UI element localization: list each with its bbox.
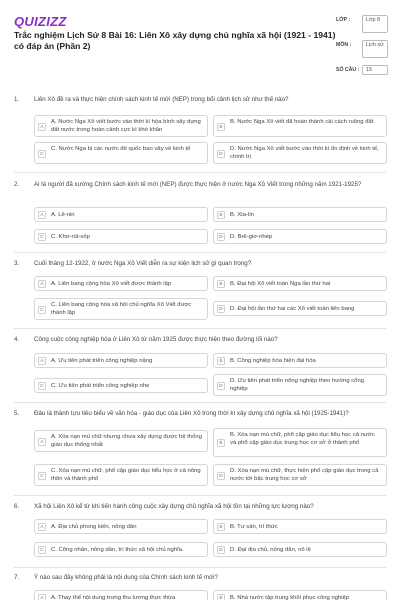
option-letter: B	[217, 123, 225, 131]
divider	[14, 328, 386, 329]
option-a[interactable]	[34, 207, 208, 222]
option-text: D. Đại địa chủ, nông dân, nô lệ	[230, 546, 311, 553]
meta-class-label: LỚP :	[336, 17, 351, 23]
divider	[14, 402, 386, 403]
option-letter: A	[38, 280, 46, 288]
option-d[interactable]	[213, 229, 387, 244]
question-number: 4.	[14, 336, 20, 343]
option-text: A. Thay thế nội dung trưng thu lương thực thừa	[51, 594, 176, 600]
option-letter: A	[38, 523, 46, 531]
question-number: 7.	[14, 574, 20, 581]
option-a[interactable]	[34, 276, 208, 291]
option-text: C. Công nhân, nông dân, trí thức xã hội chủ nghĩa.	[51, 546, 184, 553]
option-letter: A	[38, 211, 46, 219]
option-text: A. Xóa nạn mù chữ nhưng chưa xây dựng được hệ thống giáo dục thống nhất	[51, 434, 202, 448]
option-text: B. Xta-lin	[230, 211, 254, 218]
question-text: Ai là người đã xướng Chính sách kinh tế mới (NEP) được thực hiện ở nước Nga Xô Viết trong những năm 1921-1925?	[34, 181, 362, 188]
question-text: Liên Xô đề ra và thực hiện chính sách kinh tế mới (NEP) trong bối cảnh lịch sử như thế nào?	[34, 96, 289, 103]
option-letter: B	[217, 280, 225, 288]
option-d[interactable]	[213, 464, 387, 486]
divider	[14, 567, 386, 568]
option-text: C. Nước Nga bị các nước đế quốc bao vây về kinh tế	[51, 146, 191, 152]
question-number: 6.	[14, 503, 20, 510]
option-b[interactable]	[213, 207, 387, 222]
option-letter: C	[38, 233, 46, 241]
meta-subject-label: MÔN :	[336, 42, 352, 48]
option-letter: B	[217, 211, 225, 219]
option-letter: C	[38, 472, 46, 480]
question-number: 1.	[14, 96, 20, 103]
option-text: A. Ưu tiên phát triển công nghiệp nặng	[51, 357, 153, 364]
meta-class-value: Lớp 8	[362, 15, 388, 33]
option-text: B. Đại hội Xô viết toàn Nga lần thứ hai	[230, 280, 331, 287]
option-c[interactable]	[34, 378, 208, 393]
question-text: Ý nào sau đây không phải là nội dung của Chính sách kinh tế mới?	[34, 574, 218, 581]
option-letter: D	[217, 546, 225, 554]
divider	[14, 252, 386, 253]
option-b[interactable]	[213, 276, 387, 291]
option-b[interactable]	[213, 115, 387, 137]
option-letter: B	[217, 523, 225, 531]
option-b[interactable]	[213, 428, 387, 457]
option-text: A. Liên bang cộng hòa Xô viết được thành lập	[51, 280, 172, 287]
option-letter: D	[217, 305, 225, 313]
option-text: C. Ưu tiên phát triển công nghiệp nhẹ	[51, 382, 150, 389]
option-text: D. Ưu tiên phát triển nông nghiệp theo hướng công nghiệp	[230, 378, 365, 392]
option-text: D. Brê-giơ-nhép	[230, 233, 273, 240]
option-letter: A	[38, 594, 46, 600]
option-letter: A	[38, 357, 46, 365]
option-d[interactable]	[213, 542, 387, 557]
meta-count-label: SỐ CÂU :	[336, 67, 360, 73]
quizizz-logo[interactable]: QUIZIZZ	[14, 14, 67, 29]
question-text: Xã hội Liên Xô kể từ khi tiến hành công cuộc xây dựng chủ nghĩa xã hội tồn tại những lực lượng nào?	[34, 503, 314, 510]
option-text: C. Khơ-rút-sốp	[51, 233, 90, 240]
option-letter: C	[38, 150, 46, 158]
option-text: D. Đại hội lần thứ hai các Xô viết toàn liên bang	[230, 305, 355, 312]
option-text: B. Xóa nạn mù chữ, phổ cập giáo dục tiểu học cả nước và phổ cập giáo dục trung học cơ sở ở thành phố	[230, 432, 375, 446]
question-number: 3.	[14, 260, 20, 267]
option-text: D. Xóa nạn mù chữ, thực hiện phổ cập giáo dục trong cả nước tới bậc trung học cơ sở	[230, 468, 379, 482]
option-d[interactable]	[213, 374, 387, 396]
option-letter: A	[38, 438, 46, 446]
option-a[interactable]	[34, 353, 208, 368]
option-text: B. Công nghiệp hóa hiện đại hóa	[230, 357, 316, 364]
quiz-header	[0, 0, 400, 80]
option-c[interactable]	[34, 229, 208, 244]
option-letter: B	[217, 357, 225, 365]
option-letter: B	[217, 594, 225, 600]
divider	[14, 495, 386, 496]
option-d[interactable]	[213, 142, 387, 164]
option-c[interactable]	[34, 142, 208, 164]
option-letter: C	[38, 306, 46, 314]
option-text: B. Tư sản, trí thức	[230, 523, 278, 530]
option-letter: D	[217, 233, 225, 241]
option-b[interactable]	[213, 519, 387, 534]
option-c[interactable]	[34, 298, 208, 320]
option-a[interactable]	[34, 519, 208, 534]
option-text: A. Nước Nga Xô viết bước vào thời kì hòa bình xây dựng đất nước trong hoàn cảnh cực kì khó khăn	[51, 119, 201, 133]
option-b[interactable]	[213, 590, 387, 600]
option-letter: C	[38, 546, 46, 554]
option-a[interactable]	[34, 430, 208, 452]
option-letter: C	[38, 382, 46, 390]
option-letter: B	[217, 439, 225, 447]
question-number: 5.	[14, 410, 20, 417]
meta-count-value: 15	[362, 65, 388, 75]
option-text: A. Địa chủ phong kiến, nông dân	[51, 523, 137, 530]
option-a[interactable]	[34, 590, 208, 600]
page-title: Trắc nghiệm Lịch Sử 8 Bài 16: Liên Xô xây dựng chủ nghĩa xã hội (1921 - 1941) có đáp án (Phần 2)	[14, 30, 336, 51]
question-text: Đâu là thành tựu tiêu biểu về văn hóa - giáo dục của Liên Xô trong thời kì xây dựng chủ nghĩa xã hội (1925-1941)?	[34, 410, 349, 417]
option-letter: D	[217, 382, 225, 390]
option-letter: D	[217, 472, 225, 480]
question-text: Công cuộc công nghiệp hóa ở Liên Xô từ năm 1925 được thực hiện theo đường lối nào?	[34, 336, 278, 343]
option-d[interactable]	[213, 301, 387, 316]
option-text: C. Xóa nạn mù chữ, phổ cập giáo dục tiểu học ở cả nông thôn và thành phố	[51, 468, 201, 482]
option-c[interactable]	[34, 464, 208, 486]
question-text: Cuối tháng 12-1922, ở nước Nga Xô Viết diễn ra sự kiện lịch sử gì quan trọng?	[34, 260, 252, 267]
option-b[interactable]	[213, 353, 387, 368]
question-number: 2.	[14, 181, 20, 188]
option-c[interactable]	[34, 542, 208, 557]
option-letter: D	[217, 150, 225, 158]
option-a[interactable]	[34, 115, 208, 137]
option-text: C. Liên bang cộng hòa xã hội chủ nghĩa Xô Viết được thành lập	[51, 302, 192, 316]
meta-subject-value: Lịch sử	[362, 40, 388, 58]
option-text: D. Nước Nga Xô viết bước vào thời kì ổn định về kinh tế, chính trị	[230, 146, 379, 160]
option-text: B. Nhà nước tập trung khôi phục công nghiệp	[230, 594, 350, 600]
divider	[14, 172, 386, 173]
option-letter: A	[38, 123, 46, 131]
option-text: B. Nước Nga Xô viết đã hoàn thành cải cách ruộng đất	[230, 119, 374, 125]
option-text: A. Lê-nin	[51, 211, 75, 218]
